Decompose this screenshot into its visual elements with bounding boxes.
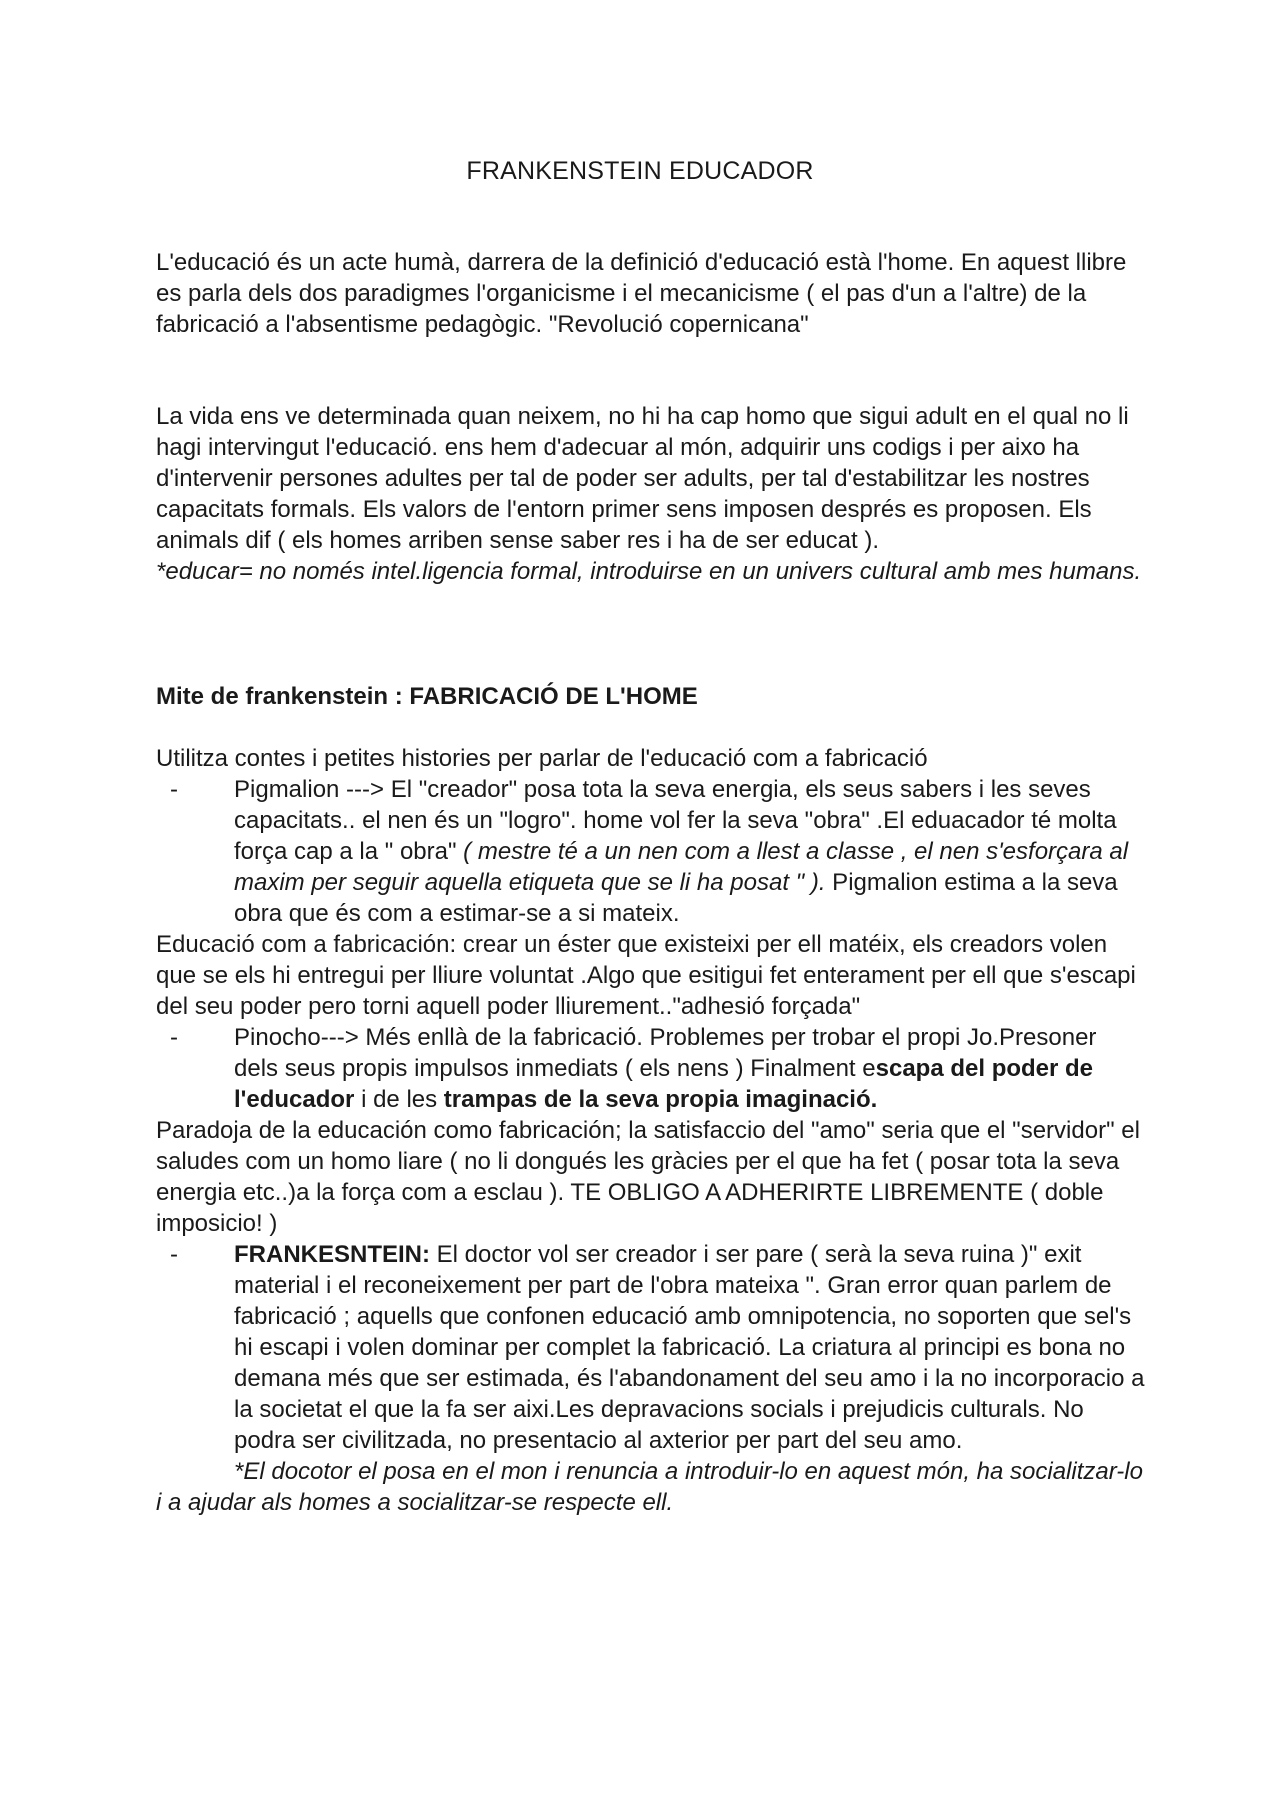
section-heading xyxy=(156,681,1146,712)
list-item-frankenstein xyxy=(156,1239,1146,1456)
fabrication-paragraph: Educació com a fabricación: crear un éster que existeixi per ell matéix, els creadors volen que se els hi entregui per lliure voluntat .Algo que esitigui fet enterament per ell que s'escapi del seu poder pero torni aquell poder lliurement.."adhesió forçada" xyxy=(156,931,1136,1020)
bullet-dash: - xyxy=(170,1024,178,1051)
pigmalion-tail: Pigmalion estima a la seva obra que és com a estimar-se a si mateix. xyxy=(234,869,1118,927)
life-paragraph xyxy=(156,401,1146,587)
pinocho-mid: i de les xyxy=(354,1086,444,1113)
paradox-paragraph: Paradoja de la educación como fabricación; la satisfaccio del "amo" seria que el "servidor" el saludes com un homo liare ( no li dongués les gràcies per el que ha fet ( posar tota la seva energia etc..)a la força com a esclau ). TE OBLIGO A ADHERIRTE LIBREMENTE ( doble imposicio! ) xyxy=(156,1117,1140,1237)
section-intro: Utilitza contes i petites histories per parlar de l'educació com a fabricació xyxy=(156,745,928,772)
bullet-dash: - xyxy=(170,1241,178,1268)
closing-note: *El docotor el posa en el mon i renuncia a introduir-lo en aquest món, ha socialitzar-lo i a ajudar als homes a socialitzar-se respecte ell. xyxy=(156,1458,1143,1516)
pinocho-bold-2: trampas de la seva propia imaginació. xyxy=(443,1086,878,1113)
pigmalion-italic: ( mestre té a un nen com a llest a classe , el nen s'esforçara al maxim per seguir aquella etiqueta que se li ha posat " ). xyxy=(234,838,1129,896)
frankenstein-label: FRANKESNTEIN: xyxy=(234,1241,430,1268)
section-body xyxy=(156,743,1146,1518)
bullet-dash: - xyxy=(170,776,178,803)
list-item-pinocho xyxy=(156,1022,1146,1115)
frankenstein-text: El doctor vol ser creador i ser pare ( serà la seva ruina )" exit material i el reconeixement per part de l'obra mateixa ". Gran error quan parlem de fabricació ; aquells que confonen educació amb omnipotencia, no soporten que sel's hi escapi i volen dominar per complet la fabricació. La criatura al principi es bona no demana més que ser estimada, és l'abandonament del seu amo i la no incorporacio a la societat el que la fa ser aixi.Les depravacions socials i prejudicis culturals. No podra ser civilitzada, no presentacio al axterior per part del seu amo. xyxy=(234,1241,1145,1454)
pinocho-bold-1: scapa del poder de l'educador xyxy=(234,1055,1094,1113)
intro-text: L'educació és un acte humà, darrera de la definició d'educació està l'home. En aquest llibre es parla dels dos paradigmes l'organicisme i el mecanicisme ( el pas d'un a l'altre) de la fabricació a l'absentisme pedagògic. "Revolució copernicana" xyxy=(156,249,1127,338)
life-text: La vida ens ve determinada quan neixem, no hi ha cap homo que sigui adult en el qual no li hagi intervingut l'educació. ens hem d'adecuar al món, adquirir uns codigs i per aixo ha d'intervenir persones adultes per tal de poder ser adults, per tal d'estabilitzar les nostres capacitats formals. Els valors de l'entorn primer sens imposen després es proposen. Els animals dif ( els homes arriben sense saber res i ha de ser educat ). xyxy=(156,403,1129,554)
pigmalion-text: Pigmalion ---> El "creador" posa tota la seva energia, els seus sabers i les seves capacitats.. el nen és un "logro". home vol fer la seva "obra" .El eduacador té molta força cap a la " obra" xyxy=(234,776,1117,865)
section-heading-text: Mite de frankenstein : FABRICACIÓ DE L'HOME xyxy=(156,683,698,710)
pinocho-text: Pinocho---> Més enllà de la fabricació. Problemes per trobar el propi Jo.Presoner dels seus propis impulsos inmediats ( els nens ) Finalment e xyxy=(234,1024,1097,1082)
list-item-pigmalion xyxy=(156,774,1146,929)
document-title: FRANKENSTEIN EDUCADOR xyxy=(466,157,814,185)
educar-note: *educar= no només intel.ligencia formal, introduirse en un univers cultural amb mes humans. xyxy=(156,558,1142,585)
intro-paragraph xyxy=(156,247,1146,340)
